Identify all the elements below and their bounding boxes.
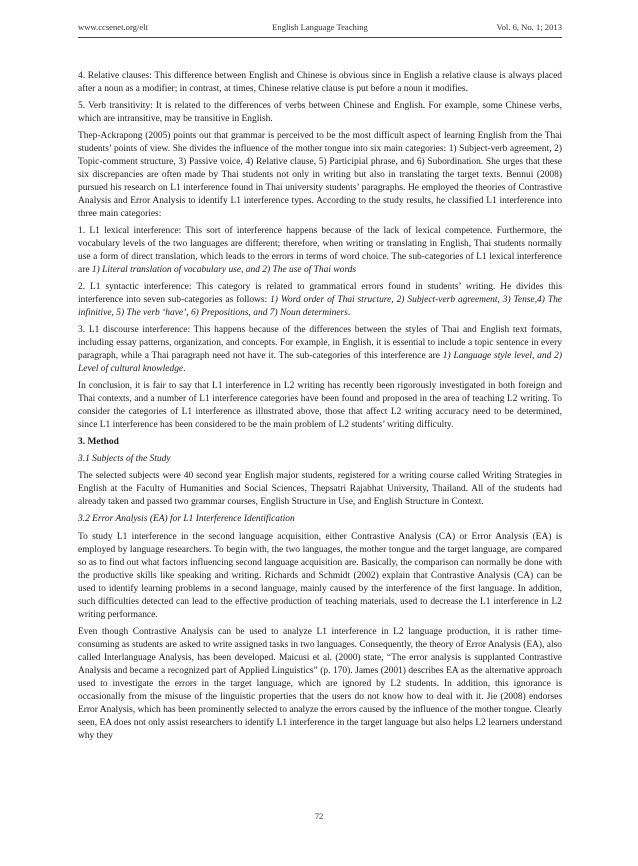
discourse-subcategories: 1) Language style level, and 2) Level of cultural knowledge [78, 351, 562, 375]
lexical-text: 1. L1 lexical interference: This sort of interference happens because of the lack of lexical competence. Furthermore, the vocabulary levels of the two languages are different; therefore, when writing or translating in English, Thai students normally use a form of direct translation, which leads to the errors in terms of word choice. The sub-categories of L1 lexical interference are [78, 226, 562, 276]
discourse-end: . [183, 364, 186, 375]
paragraph-discourse-interference [78, 324, 562, 376]
page-number: 72 [314, 811, 324, 821]
paragraph-relative-clauses: 4. Relative clauses: This difference between English and Chinese is obvious since in English a relative clause is always placed after a noun as a modifier; in contrast, at times, Chinese relative clause is put before a noun it modifies. [78, 71, 562, 95]
syntactic-end: . [347, 308, 351, 319]
discourse-text: 3. L1 discourse interference: This happens because of the differences between the styles of Thai and English text formats, including essay patterns, organization, and concepts. For example, in English, it is essential to include a topic sentence in every paragraph, while a Thai paragraph need not have it. The sub-categories of this interference are [78, 325, 562, 362]
header-url: www.ccsenet.org/elt [78, 22, 148, 32]
syntactic-text: 2. L1 syntactic interference: This category is related to grammatical errors found in students’ writing. He divides this interference into seven sub-categories as follows: [78, 282, 562, 306]
paragraph-conclusion: In conclusion, it is fair to say that L1 interference in L2 writing has recently been rigorously investigated in both foreign and Thai contexts, and a number of L1 interference categories have been found and proposed in the area of teaching L2 writing. To consider the categories of L1 interference as illustrated above, those that affect L2 writing accuracy need to be determined, since L1 interference has been considered to be the main problem of L2 students’ writing difficulty. [78, 381, 562, 431]
paragraph-thep-ackrapong: Thep-Ackrapong (2005) points out that grammar is perceived to be the most difficult aspect of learning English from the Thai students’ points of view. She divides the influence of the mother tongue into six main categories: 1) Subject-verb agreement, 2) Topic-comment structure, 3) Passive voice, 4) Relative clause, 5) Participial phrase, and 6) Subordination. She urges that these six discrepancies are often made by Thai students not only in writing but also in translating the target texts. Bennui (2008) pursued his research on L1 interference found in Thai university students’ paragraphs. He employed the theories of Contrastive Analysis and Error Analysis to identify L1 interference types. According to the study results, he classified L1 interference into three main categories: [78, 131, 562, 220]
paragraph-verb-transitivity: 5. Verb transitivity: It is related to the differences of verbs between Chinese and English. For example, some Chinese verbs, which are intransitive, may be transitive in English. [78, 101, 562, 125]
heading-method: 3. Method [78, 437, 119, 448]
running-header [78, 22, 562, 36]
heading-error-analysis: 3.2 Error Analysis (EA) for L1 Interference Identification [78, 514, 295, 525]
paragraph-ca-ea: To study L1 interference in the second language acquisition, either Contrastive Analysis (CA) or Error Analysis (EA) is employed by language researchers. To begin with, the two languages, the mother tongue and the target language, are compared so as to find out what factors influencing second language acquisition are. Basically, the comparison can normally be done with the productive skills like speaking and writing. Richards and Schmidt (2002) explain that Contrastive Analysis (CA) can be used to identify learning problems in a second language, mainly caused by the interference of the first language. In addition, such difficulties detected can lead to the effective production of teaching materials, used to decrease the L1 interference in L2 writing performance. [78, 531, 562, 620]
body-text [78, 70, 562, 747]
header-volume: Vol. 6, No. 1; 2013 [496, 22, 562, 32]
header-rule [78, 37, 562, 38]
syntactic-subcategories: 1) Word order of Thai structure, 2) Subject-verb agreement, 3) Tense,4) The infinitive, 5) The verb ‘have’, 6) Prepositions, and 7) Noun determiners [78, 295, 562, 319]
paragraph-ea-development: Even though Contrastive Analysis can be used to analyze L1 interference in L2 language production, it is rather time-consuming as students are asked to write assigned tasks in two languages. Consequently, the theory of Error Analysis (EA), also called Interlanguage Analysis, has been developed. Maicusi et al. (2000) state, “The error analysis is supplanted Contrastive Analysis and became a recognized part of Applied Linguistics” (p. 170). James (2001) describes EA as the alternative approach used to investigate the errors in the target language, which are ignored by L2 students. In addition, this ignorance is occasionally from the misuse of the linguistic properties that the users do not know how to deal with it. Jie (2008) endorses Error Analysis, which has been prominently selected to analyze the errors caused by the influence of the mother tongue. Clearly seen, EA does not only assist researchers to identify L1 interference in the target language but also helps L2 learners understand why they [78, 626, 562, 741]
paragraph-syntactic-interference [78, 281, 562, 320]
header-journal-title: English Language Teaching [272, 22, 368, 32]
heading-subjects: 3.1 Subjects of the Study [78, 454, 171, 465]
lexical-subcategories: 1) Literal translation of vocabulary use, and 2) The use of Thai words [91, 265, 357, 276]
paragraph-lexical-interference [78, 225, 562, 277]
paragraph-subjects: The selected subjects were 40 second year English major students, registered for a writing course called Writing Strategies in English at the Faculty of Humanities and Social Sciences, Thepsatri Rajabhat University, Thailand. All of the students had already taken and passed two grammar courses, English Structure in Use, and English Structure in Context. [78, 471, 562, 508]
